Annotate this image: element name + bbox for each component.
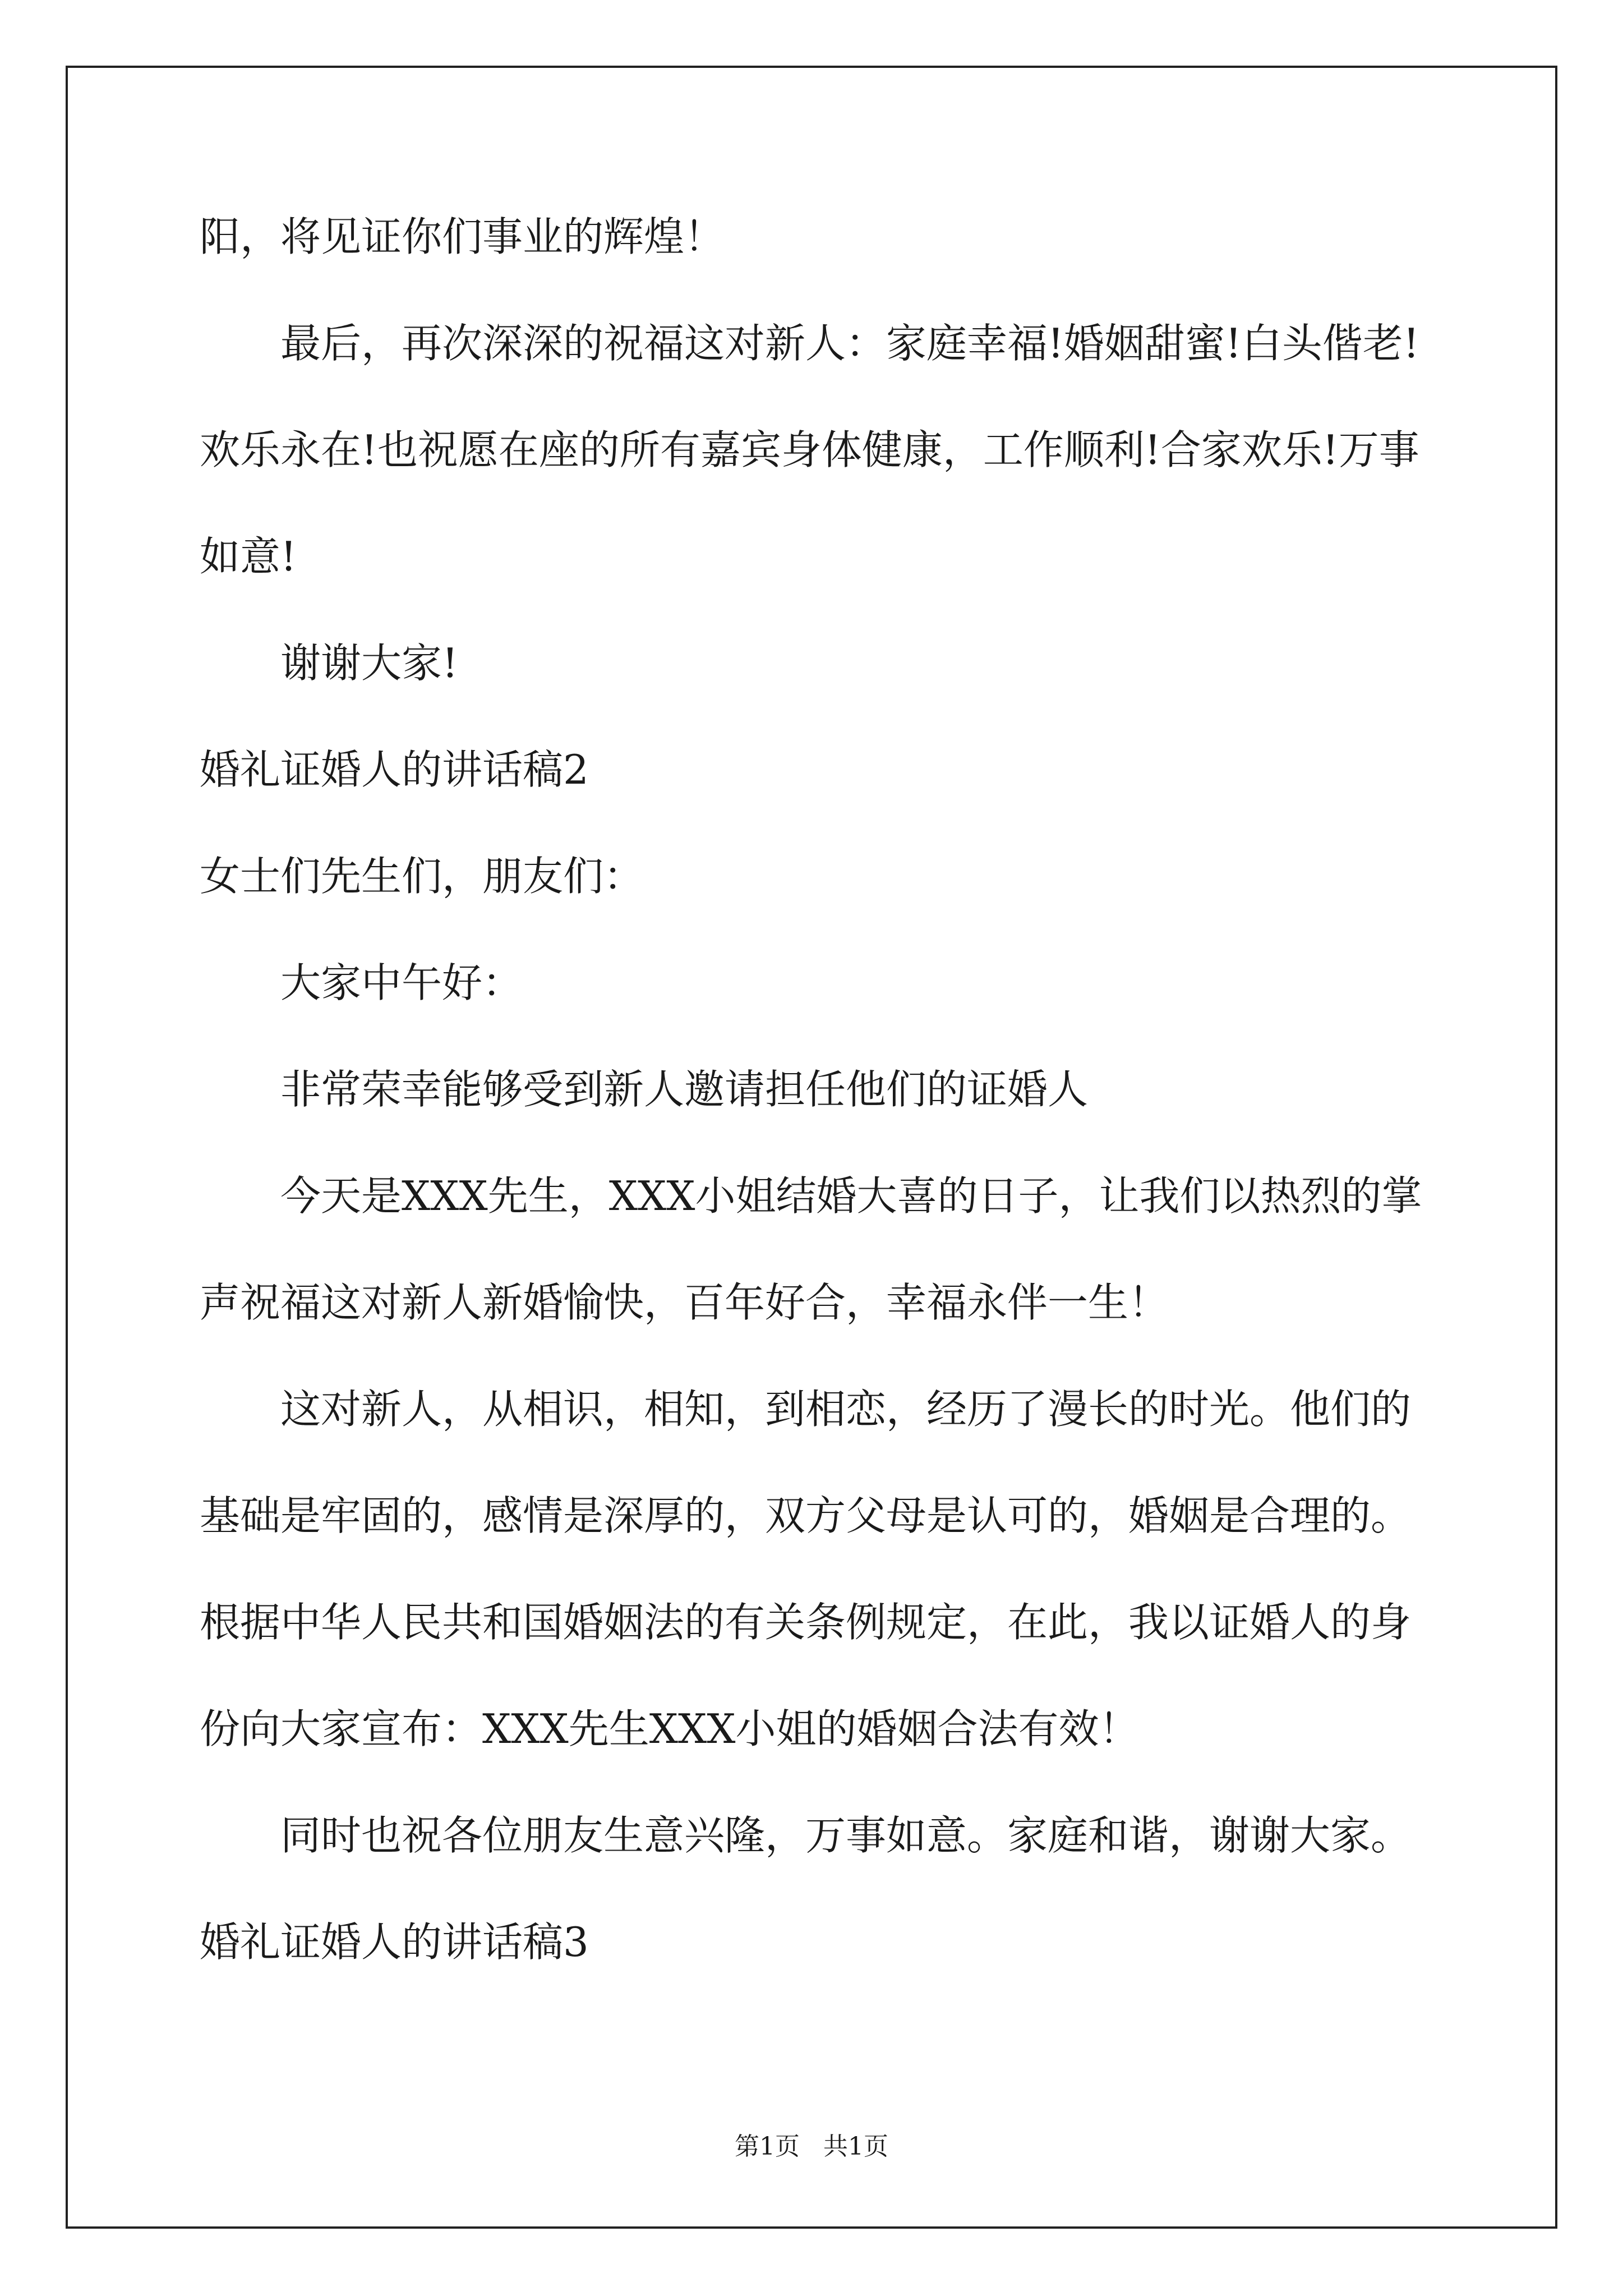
paragraph-line: 基础是牢固的，感情是深厚的，双方父母是认可的，婚姻是合理的。	[200, 1492, 1412, 1539]
paragraph-line: 根据中华人民共和国婚姻法的有关条例规定，在此，我以证婚人的身	[200, 1599, 1412, 1646]
page-number-footer: 第1页 共1页	[735, 2132, 888, 2161]
paragraph-line: 谢谢大家!	[280, 639, 458, 687]
paragraph-line: 今天是XXX先生，XXX小姐结婚大喜的日子，让我们以热烈的掌	[280, 1172, 1422, 1220]
section-heading: 婚礼证婚人的讲话稿2	[200, 746, 589, 793]
paragraph-line: 阳，将见证你们事业的辉煌！	[200, 213, 725, 260]
paragraph-line: 同时也祝各位朋友生意兴隆，万事如意。家庭和谐，谢谢大家。	[280, 1812, 1412, 1859]
page-border	[66, 66, 1557, 2229]
paragraph-line: 如意!	[200, 533, 297, 580]
paragraph-line: 份向大家宣布：XXX先生XXX小姐的婚姻合法有效！	[200, 1705, 1140, 1752]
paragraph-line: 最后，再次深深的祝福这对新人：家庭幸福!婚姻甜蜜!白头偕老!	[280, 320, 1419, 367]
paragraph-line: 这对新人，从相识，相知，到相恋，经历了漫长的时光。他们的	[280, 1386, 1412, 1433]
section-heading: 婚礼证婚人的讲话稿3	[200, 1918, 589, 1966]
paragraph-line: 非常荣幸能够受到新人邀请担任他们的证婚人	[280, 1066, 1089, 1113]
paragraph-line: 欢乐永在!也祝愿在座的所有嘉宾身体健康，工作顺利!合家欢乐!万事	[200, 426, 1419, 473]
paragraph-line: 大家中午好：	[280, 959, 523, 1006]
salutation: 女士们先生们，朋友们：	[200, 853, 644, 900]
paragraph-line: 声祝福这对新人新婚愉快，百年好合，幸福永伴一生！	[200, 1279, 1169, 1326]
